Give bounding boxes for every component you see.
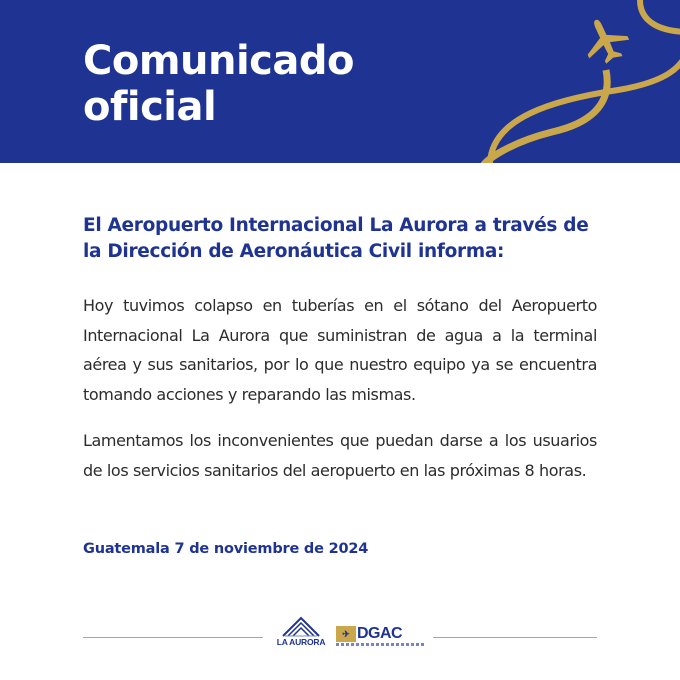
announcement-heading: El Aeropuerto Internacional La Aurora a través de la Dirección de Aeronáutica Civil informa: <box>83 215 589 262</box>
date-line: Guatemala 7 de noviembre de 2024 <box>83 541 369 557</box>
dgac-subtitle-line <box>336 643 424 646</box>
footer-divider-right <box>433 637 597 638</box>
header-banner <box>0 0 680 163</box>
body-paragraph-1: Hoy tuvimos colapso en tuberías en el sótano del Aeropuerto Internacional La Aurora que suministran de agua a la terminal aérea y sus sanitarios, por lo que nuestro equipo ya se encuentra tomando acciones y reparando las mismas. <box>83 296 597 404</box>
la-aurora-logo <box>271 614 331 648</box>
airplane-icon <box>576 11 634 69</box>
body-paragraph-2: Lamentamos los inconvenientes que puedan darse a los usuarios de los servicios sanitarios del aeropuerto en las próximas 8 horas. <box>83 431 597 480</box>
title-line-1: Comunicado <box>83 38 354 84</box>
la-aurora-logo-text: LA AURORA <box>276 637 326 647</box>
dgac-emblem-icon: ✈ <box>336 626 356 642</box>
la-aurora-mountain-icon <box>271 614 331 638</box>
dgac-logo-text: DGAC <box>357 625 403 642</box>
title-line-2: oficial <box>83 84 217 130</box>
flight-path-decoration <box>0 0 680 163</box>
footer-divider-left <box>83 637 263 638</box>
dgac-logo <box>336 626 426 648</box>
